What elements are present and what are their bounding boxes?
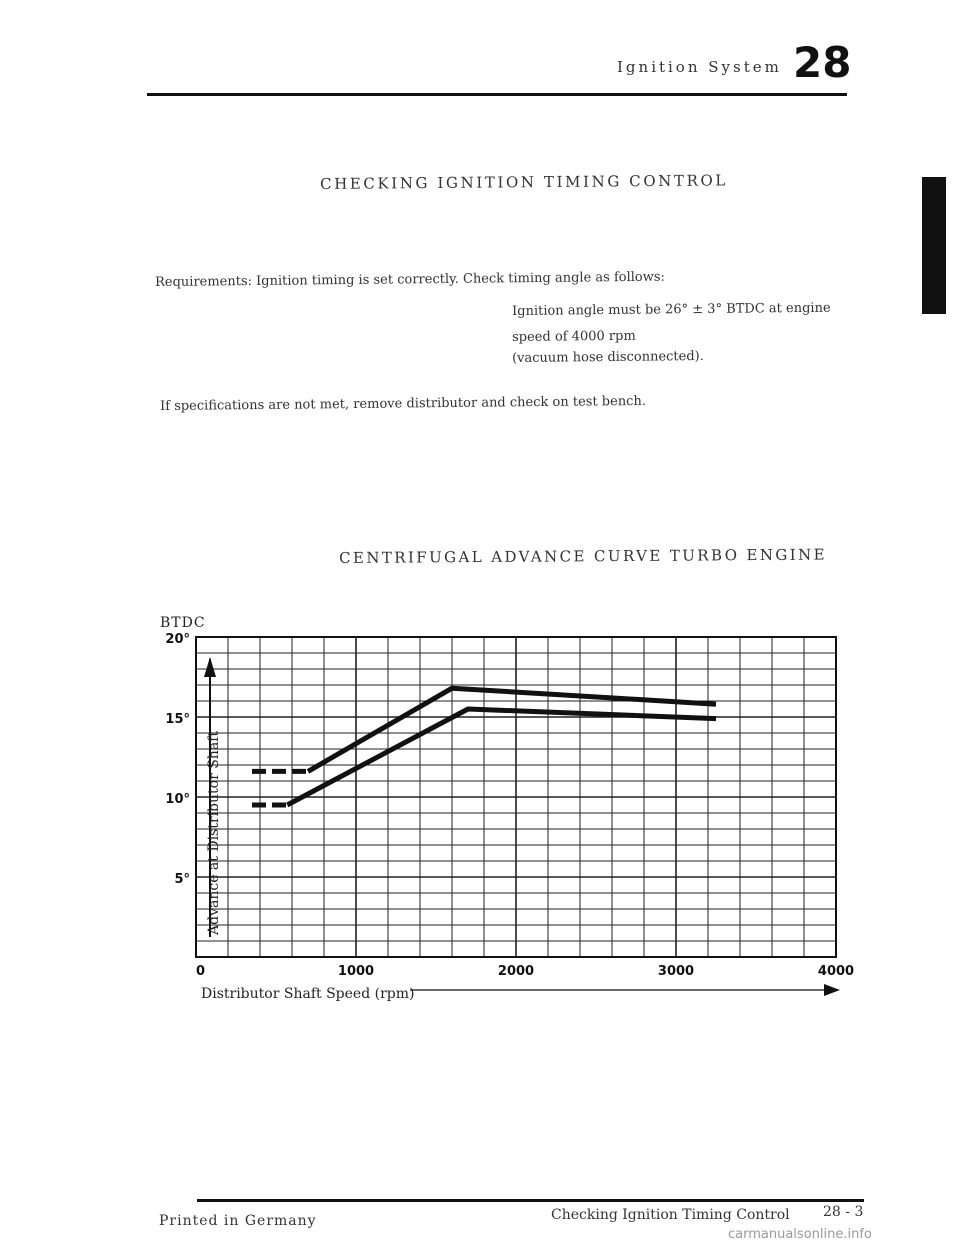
x-tick-label: 1000 <box>337 964 375 979</box>
x-axis-title: Distributor Shaft Speed (rpm) <box>201 986 415 1002</box>
y-tick-label: 15° <box>165 712 190 727</box>
x-tick-label: 0 <box>196 964 206 979</box>
chart-labels <box>160 615 854 1002</box>
spec-line-2: speed of 4000 rpm <box>512 328 636 345</box>
footer-printed-in: Printed in Germany <box>159 1213 317 1229</box>
spec-line-3: (vacuum hose disconnected). <box>512 348 704 366</box>
y-tick-label: 5° <box>174 872 190 887</box>
footer-section-name: Checking Ignition Timing Control <box>551 1207 790 1223</box>
y-tick-label: 20° <box>165 632 190 647</box>
chapter-number: 28 <box>793 38 852 87</box>
page-title: CHECKING IGNITION TIMING CONTROL <box>320 171 728 193</box>
page-number: 28 - 3 <box>823 1204 864 1220</box>
y-axis-title: Advance at Distributor Shaft <box>206 731 222 935</box>
instruction-text: If specifications are not met, remove distributor and check on test bench. <box>160 393 647 414</box>
chart-grid <box>196 637 836 957</box>
x-tick-label: 3000 <box>657 964 695 979</box>
footer-rule <box>197 1199 864 1202</box>
section-header-title: Ignition System <box>617 58 782 76</box>
y-axis-arrow-head <box>204 657 216 677</box>
y-tick-label: 10° <box>165 792 190 807</box>
chart-title: CENTRIFUGAL ADVANCE CURVE TURBO ENGINE <box>339 545 828 567</box>
y-unit-label: BTDC <box>160 615 206 631</box>
x-axis-arrow-head <box>824 984 840 996</box>
x-tick-label: 4000 <box>817 964 855 979</box>
series-line-2 <box>287 709 716 805</box>
chart-axes <box>204 657 840 996</box>
x-tick-label: 2000 <box>497 964 535 979</box>
spec-line-1: Ignition angle must be 26° ± 3° BTDC at engine <box>512 300 831 319</box>
requirements-text: Requirements: Ignition timing is set correctly. Check timing angle as follows: <box>155 269 665 290</box>
watermark: carmanualsonline.info <box>728 1227 872 1242</box>
